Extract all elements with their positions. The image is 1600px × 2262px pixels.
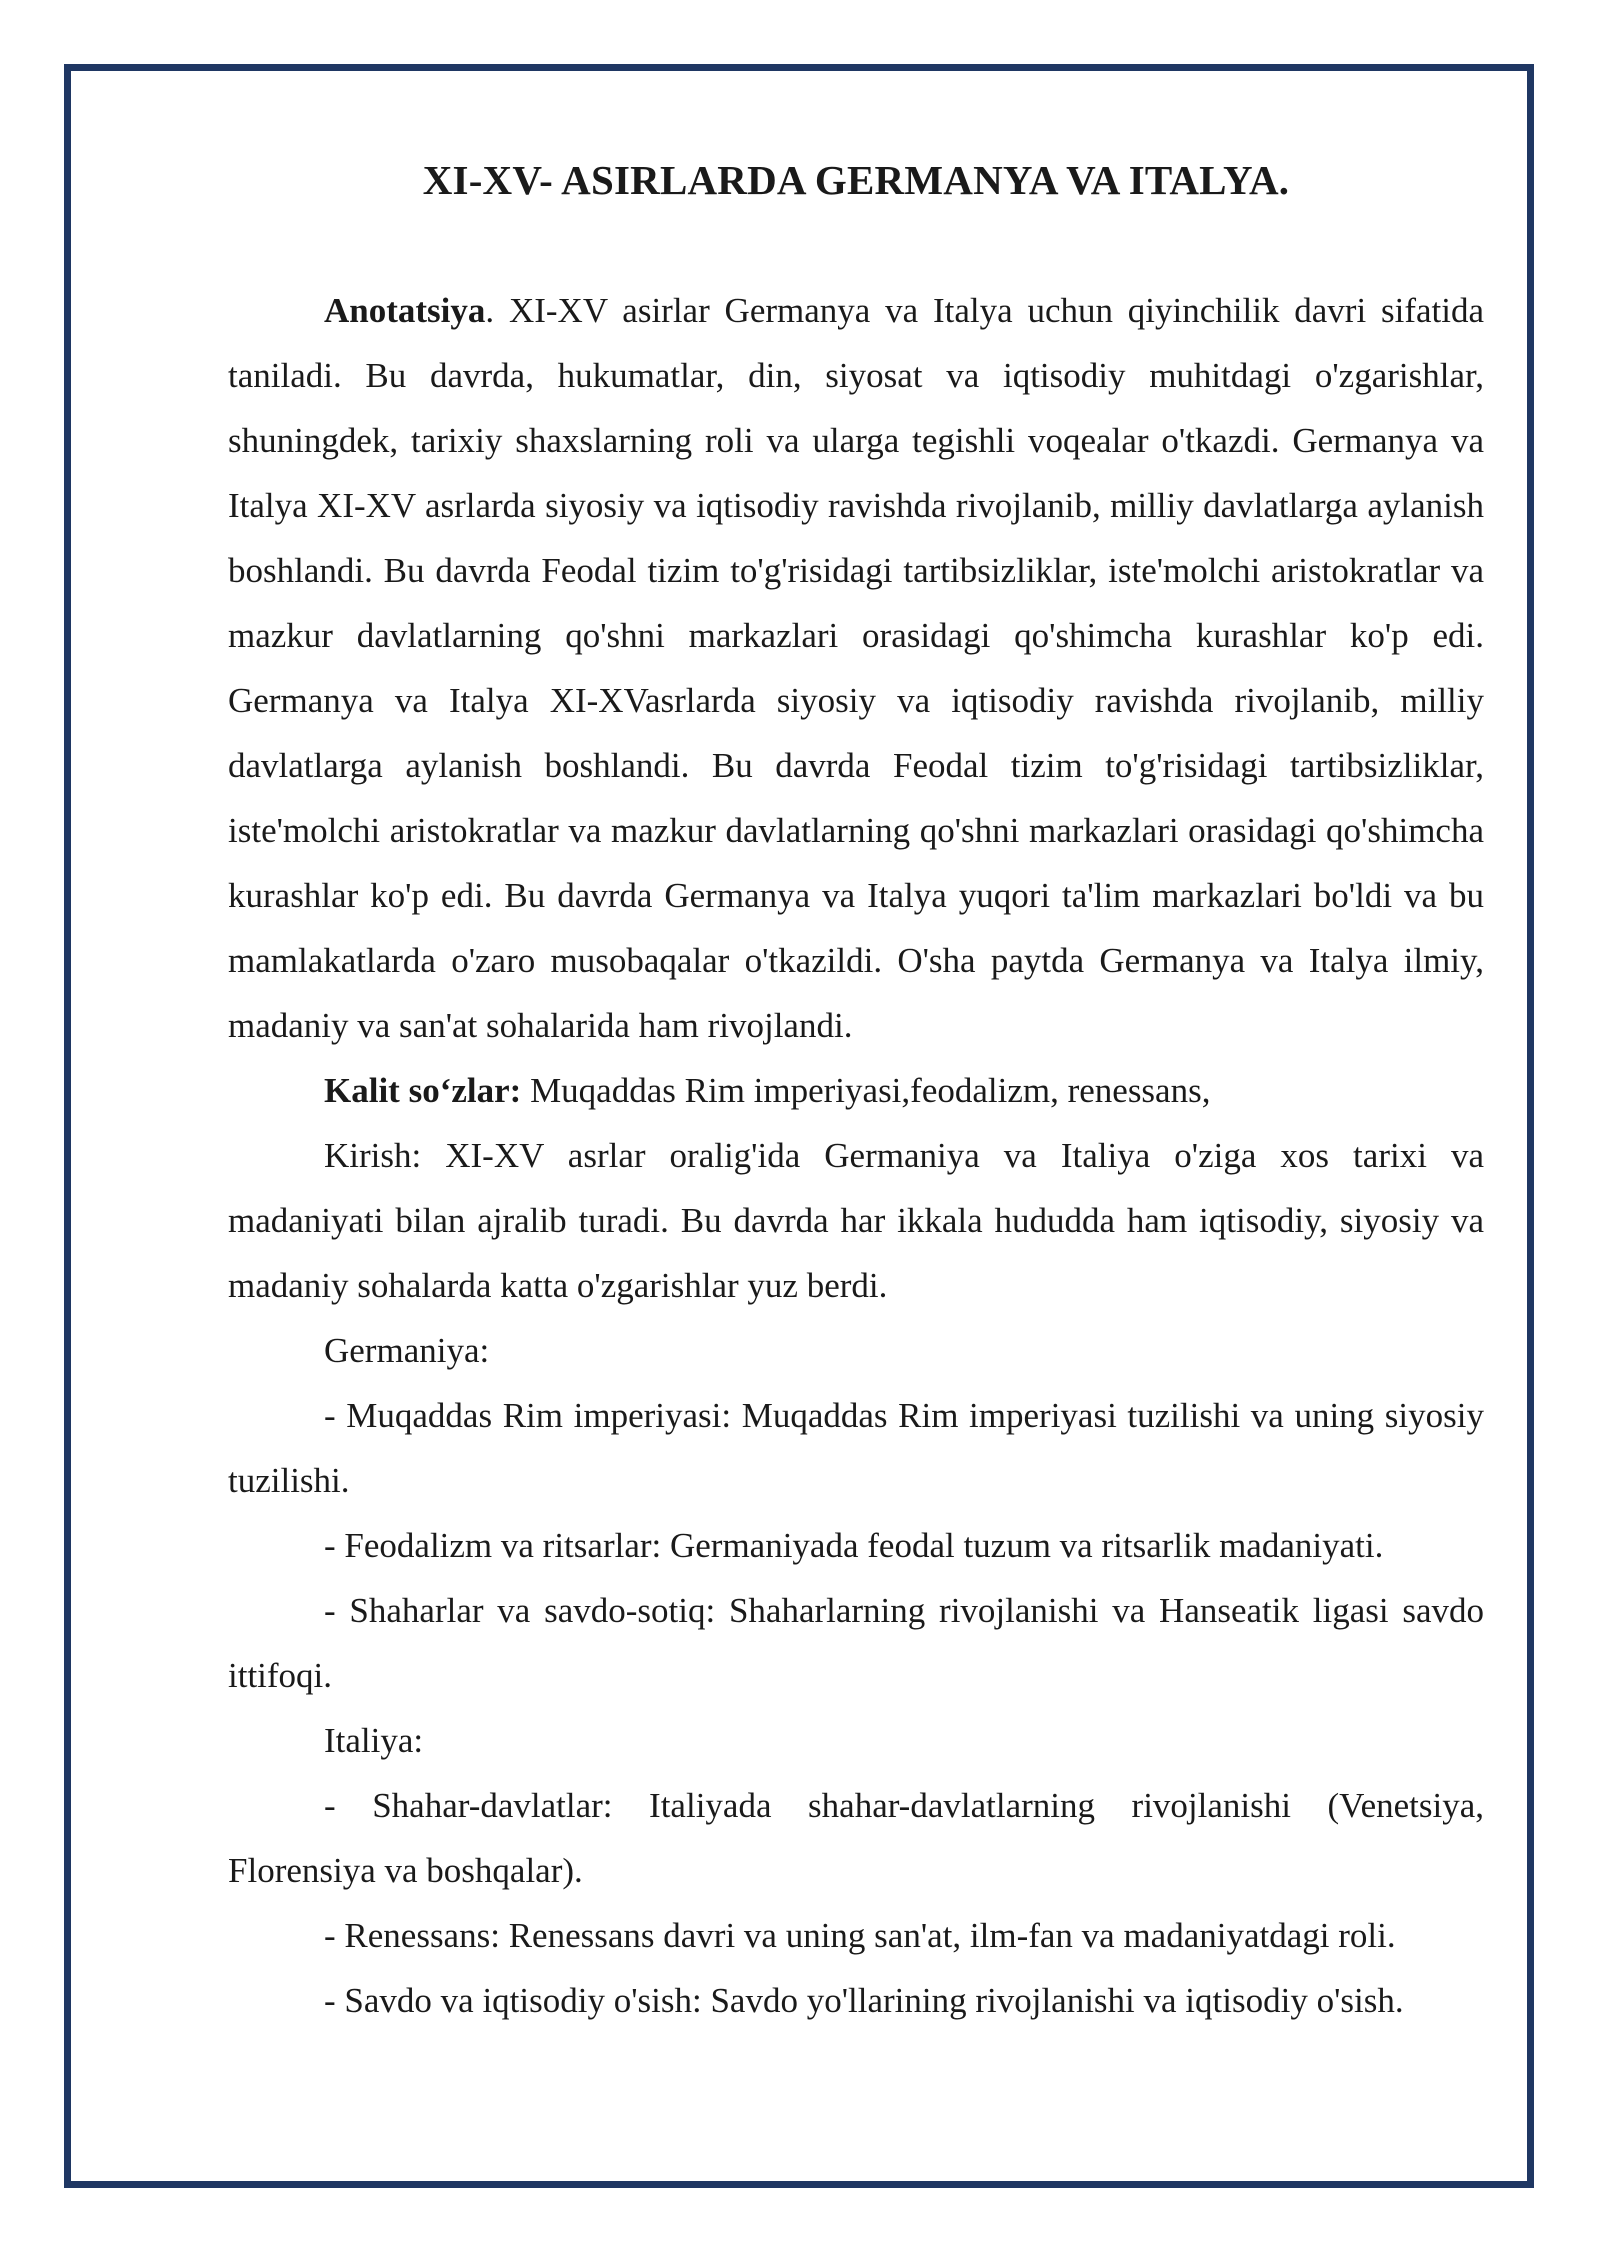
- italy-item: - Savdo va iqtisodiy o'sish: Savdo yo'llarining rivojlanishi va iqtisodiy o'sish.: [324, 1981, 1404, 2020]
- italy-item: - Renessans: Renessans davri va uning san'at, ilm-fan va madaniyatdagi roli.: [324, 1916, 1396, 1955]
- document-body: [228, 150, 1484, 2033]
- italy-heading: Italiya:: [324, 1721, 424, 1760]
- italy-item: - Shahar-davlatlar: Italiyada shahar-davlatlarning rivojlanishi (Venetsiya, Florensiya va boshqalar).: [228, 1786, 1484, 1890]
- keywords-label: Kalit so‘zlar:: [324, 1071, 522, 1110]
- germany-item: - Muqaddas Rim imperiyasi: Muqaddas Rim imperiyasi tuzilishi va uning siyosiy tuzilishi.: [228, 1396, 1484, 1500]
- keywords-text: Muqaddas Rim imperiyasi,feodalizm, renessans,: [521, 1071, 1211, 1110]
- abstract-paragraph: [228, 278, 1484, 1058]
- abstract-label: Anotatsiya: [324, 291, 486, 330]
- germany-heading: Germaniya:: [324, 1331, 490, 1370]
- keywords-paragraph: [228, 1058, 1484, 1123]
- germany-item: - Feodalizm va ritsarlar: Germaniyada feodal tuzum va ritsarlik madaniyati.: [324, 1526, 1384, 1565]
- abstract-text: . XI-XV asirlar Germanya va Italya uchun qiyinchilik davri sifatida taniladi. Bu davrda, hukumatlar, din, siyosat va iqtisodiy muhitdagi o'zgarishlar, shuningdek, tarixiy shaxslarning roli va ularga tegishli voqealar o'tkazdi. Germanya va Italya XI-XV asrlarda siyosiy va iqtisodiy ravishda rivojlanib, milliy davlatlarga aylanish boshlandi. Bu davrda Feodal tizim to'g'risidagi tartibsizliklar, iste'molchi aristokratlar va mazkur davlatlarning qo'shni markazlari orasidagi qo'shimcha kurashlar ko'p edi. Germanya va Italya XI-XVasrlarda siyosiy va iqtisodiy ravishda rivojlanib, milliy davlatlarga aylanish boshlandi. Bu davrda Feodal tizim to'g'risidagi tartibsizliklar, iste'molchi aristokratlar va mazkur davlatlarning qo'shni markazlari orasidagi qo'shimcha kurashlar ko'p edi. Bu davrda Germanya va Italya yuqori ta'lim markazlari bo'ldi va bu mamlakatlarda o'zaro musobaqalar o'tkazildi. O'sha paytda Germanya va Italya ilmiy, madaniy va san'at sohalarida ham rivojlandi.: [228, 291, 1484, 1045]
- document-title: XI-XV- ASIRLARDA GERMANYA VA ITALYA.: [422, 157, 1290, 203]
- intro-paragraph: Kirish: XI-XV asrlar oralig'ida Germaniya va Italiya o'ziga xos tarixi va madaniyati bilan ajralib turadi. Bu davrda har ikkala hududda ham iqtisodiy, siyosiy va madaniy sohalarda katta o'zgarishlar yuz berdi.: [228, 1136, 1484, 1305]
- germany-item: - Shaharlar va savdo-sotiq: Shaharlarning rivojlanishi va Hanseatik ligasi savdo ittifoqi.: [228, 1591, 1484, 1695]
